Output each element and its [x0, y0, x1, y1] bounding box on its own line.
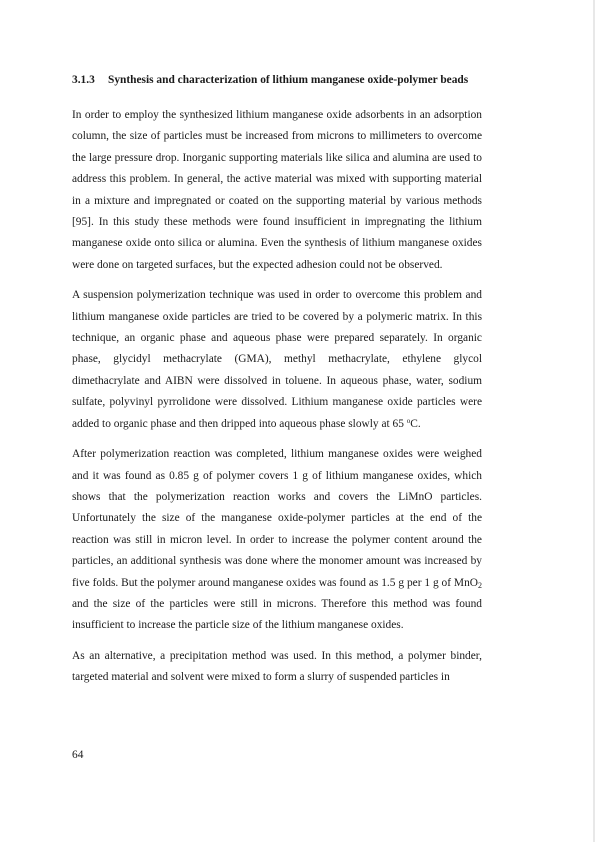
subscript-2: 2	[478, 580, 482, 590]
paragraph-2	[72, 285, 482, 435]
paragraph-2-unit: C.	[410, 417, 421, 430]
page-number: 64	[72, 749, 84, 761]
degree-symbol: o	[406, 416, 411, 425]
paragraph-3-text-end: and the size of the particles were still in microns. Therefore this method was found insufficient to increase the particle size of the lithium manganese oxides.	[72, 597, 482, 632]
paragraph-3	[72, 444, 482, 637]
page-content	[72, 73, 482, 698]
paragraph-3-text: After polymerization reaction was completed, lithium manganese oxides were weighed and it was found as 0.85 g of polymer covers 1 g of lithium manganese oxides, which shows that the polymerization reaction works and covers the LiMnO particles. Unfortunately the size of the manganese oxide-polymer particles at the end of the reaction was still in micron level. In order to increase the polymer content around the particles, an additional synthesis was done where the monomer amount was increased by five folds. But the polymer around manganese oxides was found as 1.5 g per 1 g of MnO	[72, 448, 482, 589]
paragraph-1: In order to employ the synthesized lithium manganese oxide adsorbents in an adsorption column, the size of particles must be increased from microns to millimeters to overcome the large pressure drop. Inorganic supporting materials like silica and alumina are used to address this problem. In general, the active material was mixed with supporting material in a mixture and impregnated or coated on the supporting material by various methods [95]. In this study these methods were found insufficient in impregnating the lithium manganese oxide onto silica or alumina. Even the synthesis of lithium manganese oxides were done on targeted surfaces, but the expected adhesion could not be observed.	[72, 109, 482, 271]
paragraph-4: As an alternative, a precipitation method was used. In this method, a polymer binder, targeted material and solvent were mixed to form a slurry of suspended particles in	[72, 649, 482, 684]
section-number: 3.1.3	[72, 74, 95, 86]
section-title: Synthesis and characterization of lithium manganese oxide-polymer beads	[108, 74, 469, 86]
paragraph-2-text: A suspension polymerization technique was used in order to overcome this problem and lithium manganese oxide particles are tried to be covered by a polymeric matrix. In this technique, an organic phase and aqueous phase were prepared separately. In organic phase, glycidyl methacrylate (GMA), methyl methacrylate, ethylene glycol dimethacrylate and AIBN were dissolved in toluene. In aqueous phase, water, sodium sulfate, polyvinyl pyrrolidone were dissolved. Lithium manganese oxide particles were added to organic phase and then dripped into aqueous phase slowly at 65	[72, 289, 482, 430]
section-heading	[72, 73, 482, 88]
